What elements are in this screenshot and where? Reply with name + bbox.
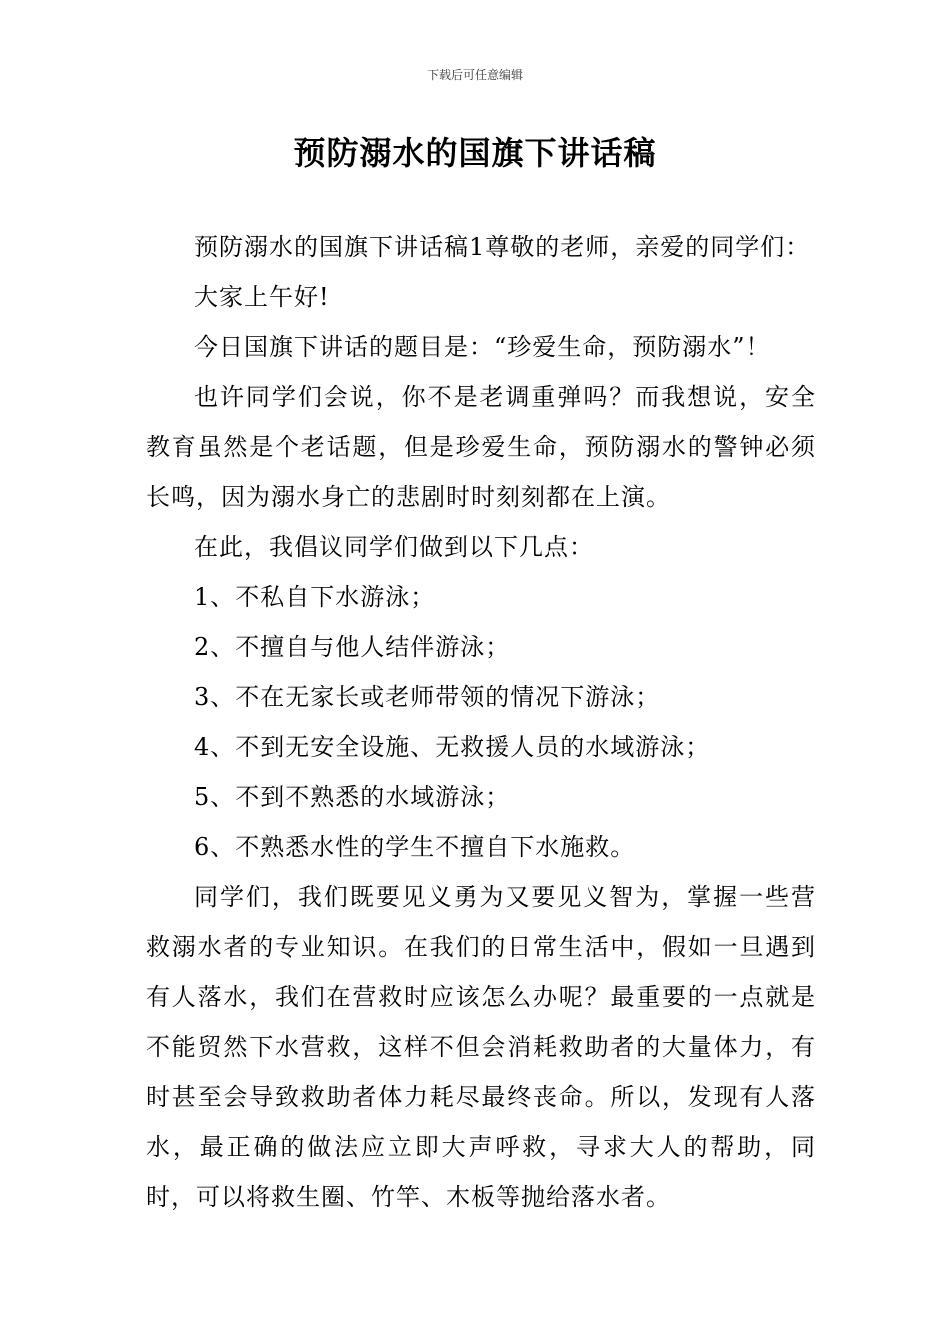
paragraph: 同学们，我们既要见义勇为又要见义智为，掌握一些营救溺水者的专业知识。在我们的日常生活中，假如一旦遇到有人落水，我们在营救时应该怎么办呢？最重要的一点就是不能贸然下水营救，这样不但会消耗救助者的大量体力，有时甚至会导致救助者体力耗尽最终丧命。所以，发现有人落水，最正确的做法应立即大声呼救，寻求大人的帮助，同时，可以将救生圈、竹竿、木板等抛给落水者。 <box>146 883 816 1211</box>
list-item: 5、不到不熟悉的水域游泳； <box>194 783 511 811</box>
paragraph: 在此，我倡议同学们做到以下几点： <box>194 533 594 561</box>
list-item: 3、不在无家长或老师带领的情况下游泳； <box>194 683 661 711</box>
paragraph: 今日国旗下讲话的题目是：“珍爱生命，预防溺水”！ <box>194 333 771 361</box>
document-body <box>146 222 816 1222</box>
paragraph: 预防溺水的国旗下讲话稿1尊敬的老师，亲爱的同学们： <box>194 233 811 261</box>
header-note: 下载后可任意编辑 <box>426 68 523 82</box>
document-title: 预防溺水的国旗下讲话稿 <box>293 134 657 172</box>
list-item: 6、不熟悉水性的学生不擅自下水施救。 <box>194 833 636 861</box>
paragraph: 大家上午好! <box>194 283 330 311</box>
list-item: 4、不到无安全设施、无救援人员的水域游泳； <box>194 733 711 761</box>
list-item: 1、不私自下水游泳； <box>194 583 436 611</box>
list-item: 2、不擅自与他人结伴游泳； <box>194 633 511 661</box>
paragraph: 也许同学们会说，你不是老调重弹吗？而我想说，安全教育虽然是个老话题，但是珍爱生命，预防溺水的警钟必须长鸣，因为溺水身亡的悲剧时时刻刻都在上演。 <box>146 383 816 511</box>
